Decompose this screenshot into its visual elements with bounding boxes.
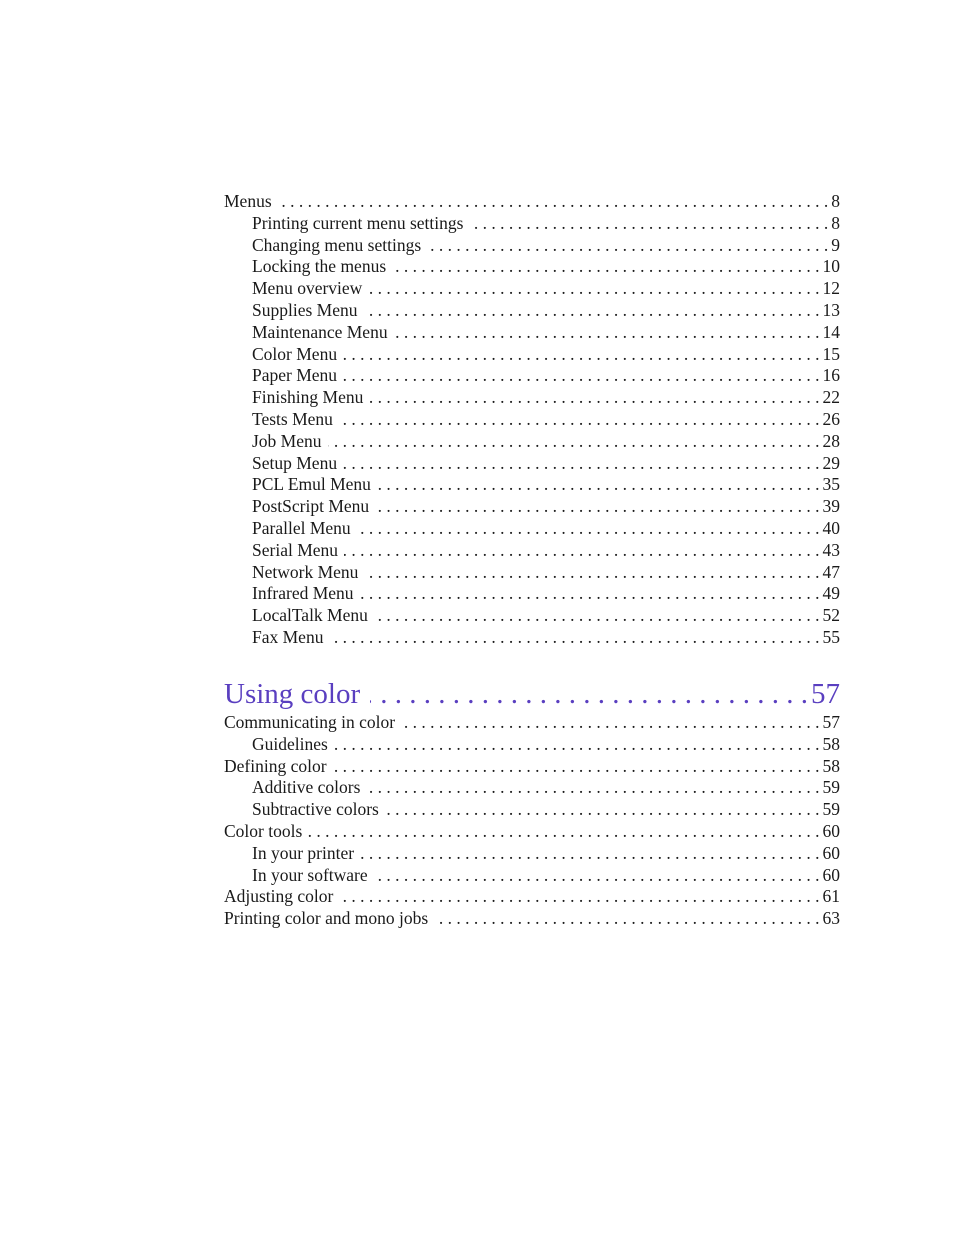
toc-entry-page-number: 58 bbox=[822, 755, 840, 776]
toc-entry-list bbox=[224, 712, 840, 930]
dot-leader bbox=[401, 712, 819, 734]
toc-entry-label: Printing current menu settings bbox=[252, 212, 464, 233]
toc-entry-label: Changing menu settings bbox=[252, 234, 422, 255]
toc-entry-page-number: 59 bbox=[822, 777, 840, 798]
dot-leader bbox=[344, 540, 819, 562]
toc-entry-page-number: 57 bbox=[822, 712, 840, 732]
toc-entry[interactable] bbox=[224, 409, 840, 431]
dot-leader bbox=[427, 235, 828, 257]
toc-entry[interactable] bbox=[224, 562, 840, 584]
toc-entry-label: Infrared Menu bbox=[252, 583, 354, 604]
toc-entry-page-number: 22 bbox=[822, 387, 840, 408]
toc-menus-section bbox=[224, 191, 840, 649]
chapter-page-number: 57 bbox=[811, 678, 840, 710]
toc-entry-page-number: 28 bbox=[822, 430, 840, 451]
toc-entry[interactable] bbox=[224, 908, 840, 930]
toc-entry[interactable] bbox=[224, 777, 840, 799]
toc-entry-label: LocalTalk Menu bbox=[252, 605, 368, 626]
toc-entry[interactable] bbox=[224, 496, 840, 518]
toc-entry-page-number: 10 bbox=[822, 256, 840, 277]
dot-leader bbox=[339, 409, 820, 431]
toc-entry[interactable] bbox=[224, 843, 840, 865]
toc-entry-page-number: 13 bbox=[822, 299, 840, 320]
dot-leader bbox=[339, 886, 819, 908]
toc-entry[interactable] bbox=[224, 278, 840, 300]
toc-entry-page-number: 52 bbox=[822, 605, 840, 626]
toc-entry-label: Adjusting color bbox=[224, 886, 334, 907]
toc-entry-page-number: 61 bbox=[822, 886, 840, 907]
dot-leader bbox=[385, 799, 820, 821]
toc-entry[interactable] bbox=[224, 365, 840, 387]
toc-entry-page-number: 47 bbox=[822, 561, 840, 582]
toc-entry[interactable] bbox=[224, 821, 840, 843]
dot-leader bbox=[364, 562, 819, 584]
dot-leader bbox=[374, 605, 820, 627]
toc-entry[interactable] bbox=[224, 799, 840, 821]
dot-leader bbox=[329, 627, 819, 649]
toc-entry-label: PCL Emul Menu bbox=[252, 474, 371, 495]
toc-entry-label: Defining color bbox=[224, 755, 327, 776]
toc-entry[interactable] bbox=[224, 865, 840, 887]
toc-entry[interactable] bbox=[224, 213, 840, 235]
toc-entry-page-number: 60 bbox=[822, 820, 840, 841]
dot-leader bbox=[392, 256, 819, 278]
toc-entry-page-number: 15 bbox=[822, 343, 840, 364]
toc-entry-page-number: 39 bbox=[822, 496, 840, 517]
dot-leader bbox=[469, 213, 828, 235]
toc-entry-page-number: 12 bbox=[822, 278, 840, 299]
toc-entry-label: Additive colors bbox=[252, 777, 361, 798]
toc-entry-label: PostScript Menu bbox=[252, 496, 370, 517]
toc-entry-label: Color Menu bbox=[252, 343, 338, 364]
toc-entry-page-number: 14 bbox=[822, 321, 840, 342]
toc-entry-list bbox=[224, 191, 840, 649]
dot-leader bbox=[366, 777, 819, 799]
toc-entry-label: Communicating in color bbox=[224, 712, 396, 732]
dot-leader bbox=[375, 496, 819, 518]
toc-entry[interactable] bbox=[224, 474, 840, 496]
dot-leader bbox=[357, 518, 820, 540]
dot-leader bbox=[343, 453, 819, 475]
toc-entry[interactable] bbox=[224, 344, 840, 366]
toc-entry-page-number: 59 bbox=[822, 799, 840, 820]
toc-entry[interactable] bbox=[224, 756, 840, 778]
toc-entry[interactable] bbox=[224, 453, 840, 475]
toc-entry-label: Network Menu bbox=[252, 561, 359, 582]
toc-entry-page-number: 8 bbox=[831, 212, 840, 233]
toc-entry-page-number: 55 bbox=[822, 626, 840, 647]
toc-entry[interactable] bbox=[224, 734, 840, 756]
toc-entry-label: Setup Menu bbox=[252, 452, 338, 473]
toc-entry[interactable] bbox=[224, 431, 840, 453]
toc-entry-page-number: 58 bbox=[822, 733, 840, 754]
toc-entry-label: In your software bbox=[252, 864, 368, 885]
dot-leader bbox=[334, 734, 820, 756]
toc-entry[interactable] bbox=[224, 886, 840, 908]
toc-entry[interactable] bbox=[224, 605, 840, 627]
toc-entry[interactable] bbox=[224, 235, 840, 257]
toc-entry-page-number: 63 bbox=[822, 908, 840, 929]
dot-leader bbox=[343, 365, 819, 387]
toc-entry-page-number: 60 bbox=[822, 864, 840, 885]
toc-entry-page-number: 26 bbox=[822, 408, 840, 429]
dot-leader bbox=[364, 300, 820, 322]
toc-entry-label: Finishing Menu bbox=[252, 387, 364, 408]
dot-leader bbox=[333, 756, 820, 778]
toc-entry-label: Color tools bbox=[224, 820, 303, 841]
toc-entry-label: Paper Menu bbox=[252, 365, 338, 386]
dot-leader bbox=[374, 865, 820, 887]
dot-leader bbox=[278, 191, 829, 213]
toc-entry[interactable] bbox=[224, 387, 840, 409]
dot-leader bbox=[360, 583, 820, 605]
toc-entry[interactable] bbox=[224, 518, 840, 540]
toc-entry[interactable] bbox=[224, 300, 840, 322]
toc-entry[interactable] bbox=[224, 627, 840, 649]
toc-using-color-section bbox=[224, 676, 840, 930]
dot-leader bbox=[377, 474, 820, 496]
dot-leader bbox=[434, 908, 819, 930]
toc-entry-label: Supplies Menu bbox=[252, 299, 358, 320]
dot-leader bbox=[328, 431, 820, 453]
toc-entry-label: Parallel Menu bbox=[252, 517, 351, 538]
toc-entry[interactable] bbox=[224, 540, 840, 562]
toc-entry-label: Menus bbox=[224, 191, 272, 211]
toc-entry-page-number: 16 bbox=[822, 365, 840, 386]
toc-entry-label: Fax Menu bbox=[252, 626, 324, 647]
toc-entry-page-number: 9 bbox=[831, 234, 840, 255]
chapter-heading-using-color[interactable] bbox=[224, 676, 840, 712]
toc-entry-page-number: 8 bbox=[831, 191, 840, 211]
toc-entry[interactable] bbox=[224, 256, 840, 278]
toc-entry-label: Locking the menus bbox=[252, 256, 387, 277]
dot-leader bbox=[360, 843, 819, 865]
dot-leader bbox=[343, 344, 819, 366]
toc-entry-page-number: 35 bbox=[822, 474, 840, 495]
dot-leader bbox=[368, 278, 819, 300]
toc-entry[interactable] bbox=[224, 191, 840, 213]
toc-entry-label: Subtractive colors bbox=[252, 799, 379, 820]
toc-entry-page-number: 60 bbox=[822, 842, 840, 863]
toc-entry-label: Serial Menu bbox=[252, 539, 339, 560]
toc-entry-label: Maintenance Menu bbox=[252, 321, 388, 342]
toc-entry-page-number: 40 bbox=[822, 517, 840, 538]
toc-entry-label: Job Menu bbox=[252, 430, 322, 451]
toc-entry[interactable] bbox=[224, 583, 840, 605]
toc-entry-label: In your printer bbox=[252, 842, 355, 863]
toc-entry-label: Printing color and mono jobs bbox=[224, 908, 429, 929]
dot-leader bbox=[370, 676, 808, 712]
dot-leader bbox=[369, 387, 819, 409]
toc-entry-label: Tests Menu bbox=[252, 408, 333, 429]
toc-entry-page-number: 49 bbox=[822, 583, 840, 604]
toc-entry-label: Menu overview bbox=[252, 278, 363, 299]
dot-leader bbox=[394, 322, 820, 344]
chapter-title: Using color bbox=[224, 678, 361, 710]
dot-leader bbox=[308, 821, 819, 843]
toc-entry-page-number: 29 bbox=[822, 452, 840, 473]
toc-entry[interactable] bbox=[224, 322, 840, 344]
toc-entry-page-number: 43 bbox=[822, 539, 840, 560]
toc-entry[interactable] bbox=[224, 712, 840, 734]
toc-entry-label: Guidelines bbox=[252, 733, 328, 754]
